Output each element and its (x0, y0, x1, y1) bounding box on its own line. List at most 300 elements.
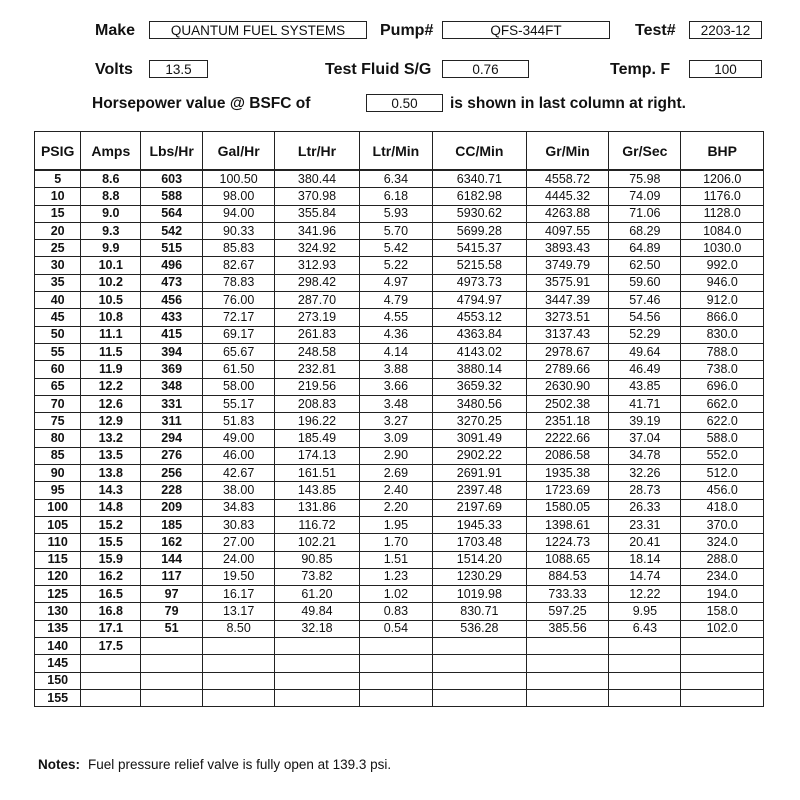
cell-ltr-min: 4.36 (359, 326, 432, 343)
cell-lbs-hr: 228 (141, 482, 203, 499)
table-row (35, 395, 764, 412)
column-header-gal-hr: Gal/Hr (203, 132, 275, 171)
cell-lbs-hr: 276 (141, 447, 203, 464)
cell-gal-hr: 90.33 (203, 222, 275, 239)
table-row (35, 534, 764, 551)
cell-cc-min: 4143.02 (432, 343, 526, 360)
cell-ltr-hr: 261.83 (275, 326, 360, 343)
table-row (35, 274, 764, 291)
cell-ltr-min: 4.79 (359, 292, 432, 309)
cell-amps: 14.3 (81, 482, 141, 499)
cell-cc-min: 3270.25 (432, 413, 526, 430)
cell-psig: 130 (35, 603, 81, 620)
cell-psig: 55 (35, 343, 81, 360)
cell-gr-sec: 34.78 (609, 447, 681, 464)
cell-gr-min (526, 689, 608, 706)
cell-gr-min: 3137.43 (526, 326, 608, 343)
cell-psig: 100 (35, 499, 81, 516)
cell-gr-sec: 23.31 (609, 516, 681, 533)
cell-psig: 45 (35, 309, 81, 326)
cell-psig: 40 (35, 292, 81, 309)
table-row (35, 257, 764, 274)
cell-ltr-min: 5.70 (359, 222, 432, 239)
cell-amps: 17.1 (81, 620, 141, 637)
cell-lbs-hr: 515 (141, 240, 203, 257)
cell-gr-sec (609, 655, 681, 672)
cell-cc-min: 3480.56 (432, 395, 526, 412)
table-row (35, 586, 764, 603)
cell-amps: 10.5 (81, 292, 141, 309)
cell-cc-min: 1514.20 (432, 551, 526, 568)
cell-gal-hr: 55.17 (203, 395, 275, 412)
cell-gr-min: 1935.38 (526, 465, 608, 482)
cell-psig: 95 (35, 482, 81, 499)
cell-bhp: 788.0 (681, 343, 764, 360)
cell-gal-hr: 8.50 (203, 620, 275, 637)
cell-amps: 11.9 (81, 361, 141, 378)
cell-bhp: 830.0 (681, 326, 764, 343)
cell-gr-min: 1580.05 (526, 499, 608, 516)
cell-ltr-min: 5.22 (359, 257, 432, 274)
table-row (35, 447, 764, 464)
cell-cc-min (432, 638, 526, 655)
table-row (35, 170, 764, 188)
cell-gr-sec: 59.60 (609, 274, 681, 291)
cell-lbs-hr: 117 (141, 568, 203, 585)
cell-bhp: 102.0 (681, 620, 764, 637)
cell-ltr-min: 3.27 (359, 413, 432, 430)
cell-cc-min: 2197.69 (432, 499, 526, 516)
test-label: Test# (635, 22, 676, 39)
cell-gr-sec (609, 672, 681, 689)
cell-gr-sec: 18.14 (609, 551, 681, 568)
cell-ltr-min: 6.34 (359, 170, 432, 188)
cell-amps: 12.9 (81, 413, 141, 430)
cell-cc-min: 4973.73 (432, 274, 526, 291)
cell-gr-min (526, 672, 608, 689)
cell-gr-min: 2086.58 (526, 447, 608, 464)
cell-amps: 8.8 (81, 188, 141, 205)
cell-lbs-hr (141, 689, 203, 706)
cell-psig: 145 (35, 655, 81, 672)
cell-gr-sec: 62.50 (609, 257, 681, 274)
cell-gr-sec: 57.46 (609, 292, 681, 309)
cell-ltr-hr: 143.85 (275, 482, 360, 499)
cell-amps: 12.2 (81, 378, 141, 395)
pump-field[interactable]: QFS-344FT (442, 21, 610, 39)
cell-ltr-min: 3.09 (359, 430, 432, 447)
cell-ltr-min: 1.70 (359, 534, 432, 551)
cell-lbs-hr (141, 672, 203, 689)
cell-ltr-min: 2.20 (359, 499, 432, 516)
cell-amps: 15.5 (81, 534, 141, 551)
horsepower-label: Horsepower value @ BSFC of (92, 95, 311, 112)
cell-psig: 155 (35, 689, 81, 706)
cell-ltr-hr: 232.81 (275, 361, 360, 378)
cell-bhp: 738.0 (681, 361, 764, 378)
notes-label: Notes: (38, 757, 81, 772)
table-row (35, 516, 764, 533)
cell-gr-sec: 74.09 (609, 188, 681, 205)
table-row (35, 672, 764, 689)
cell-gr-min: 4445.32 (526, 188, 608, 205)
cell-ltr-hr: 324.92 (275, 240, 360, 257)
table-row (35, 689, 764, 706)
cell-bhp: 1084.0 (681, 222, 764, 239)
cell-ltr-min: 6.18 (359, 188, 432, 205)
cell-amps (81, 672, 141, 689)
cell-cc-min: 2902.22 (432, 447, 526, 464)
column-header-ltr-hr: Ltr/Hr (275, 132, 360, 171)
cell-gal-hr: 51.83 (203, 413, 275, 430)
cell-gr-min (526, 655, 608, 672)
table-row (35, 343, 764, 360)
table-row (35, 309, 764, 326)
cell-cc-min: 6340.71 (432, 170, 526, 188)
cell-ltr-hr: 355.84 (275, 205, 360, 222)
cell-ltr-min (359, 638, 432, 655)
cell-ltr-hr: 49.84 (275, 603, 360, 620)
cell-lbs-hr: 209 (141, 499, 203, 516)
cell-ltr-hr: 61.20 (275, 586, 360, 603)
table-row (35, 603, 764, 620)
cell-amps (81, 655, 141, 672)
cell-lbs-hr: 415 (141, 326, 203, 343)
cell-gr-min: 2502.38 (526, 395, 608, 412)
cell-ltr-hr: 73.82 (275, 568, 360, 585)
cell-gal-hr: 30.83 (203, 516, 275, 533)
volts-field[interactable]: 13.5 (149, 60, 208, 78)
cell-gr-min: 884.53 (526, 568, 608, 585)
cell-ltr-hr: 298.42 (275, 274, 360, 291)
cell-gal-hr: 78.83 (203, 274, 275, 291)
cell-gr-min: 4097.55 (526, 222, 608, 239)
cell-psig: 110 (35, 534, 81, 551)
cell-gr-min: 1723.69 (526, 482, 608, 499)
cell-amps: 11.5 (81, 343, 141, 360)
cell-psig: 105 (35, 516, 81, 533)
cell-ltr-hr (275, 655, 360, 672)
cell-ltr-hr: 90.85 (275, 551, 360, 568)
cell-ltr-hr (275, 638, 360, 655)
cell-ltr-min (359, 672, 432, 689)
cell-gr-sec: 46.49 (609, 361, 681, 378)
cell-gr-sec: 14.74 (609, 568, 681, 585)
column-header-ltr-min: Ltr/Min (359, 132, 432, 171)
cell-gal-hr: 34.83 (203, 499, 275, 516)
cell-psig: 35 (35, 274, 81, 291)
cell-gal-hr: 24.00 (203, 551, 275, 568)
make-field[interactable]: QUANTUM FUEL SYSTEMS (149, 21, 367, 39)
cell-ltr-min: 3.48 (359, 395, 432, 412)
cell-psig: 65 (35, 378, 81, 395)
cell-gr-sec: 52.29 (609, 326, 681, 343)
cell-amps: 13.5 (81, 447, 141, 464)
cell-lbs-hr: 311 (141, 413, 203, 430)
cell-gr-sec: 54.56 (609, 309, 681, 326)
cell-gal-hr: 46.00 (203, 447, 275, 464)
cell-gal-hr: 98.00 (203, 188, 275, 205)
cell-gal-hr: 58.00 (203, 378, 275, 395)
cell-psig: 70 (35, 395, 81, 412)
cell-cc-min: 1019.98 (432, 586, 526, 603)
cell-psig: 20 (35, 222, 81, 239)
cell-bhp: 194.0 (681, 586, 764, 603)
cell-gal-hr: 100.50 (203, 170, 275, 188)
cell-lbs-hr: 473 (141, 274, 203, 291)
table-row (35, 430, 764, 447)
cell-bhp: 662.0 (681, 395, 764, 412)
cell-gr-sec: 6.43 (609, 620, 681, 637)
cell-gr-sec: 75.98 (609, 170, 681, 188)
pump-label: Pump# (380, 22, 434, 39)
cell-psig: 50 (35, 326, 81, 343)
cell-ltr-min: 3.88 (359, 361, 432, 378)
horsepower-suffix: is shown in last column at right. (450, 95, 686, 112)
cell-gr-min: 1398.61 (526, 516, 608, 533)
cell-cc-min: 5930.62 (432, 205, 526, 222)
cell-cc-min (432, 689, 526, 706)
cell-bhp: 588.0 (681, 430, 764, 447)
cell-ltr-min: 1.95 (359, 516, 432, 533)
cell-psig: 125 (35, 586, 81, 603)
cell-gr-sec: 49.64 (609, 343, 681, 360)
test-field[interactable]: 2203-12 (689, 21, 762, 39)
table-row (35, 568, 764, 585)
cell-gal-hr: 38.00 (203, 482, 275, 499)
cell-cc-min: 5699.28 (432, 222, 526, 239)
cell-ltr-min: 2.90 (359, 447, 432, 464)
table-row (35, 240, 764, 257)
table-row (35, 222, 764, 239)
cell-gr-sec: 64.89 (609, 240, 681, 257)
cell-ltr-min: 2.69 (359, 465, 432, 482)
column-header-gr-min: Gr/Min (526, 132, 608, 171)
cell-bhp: 370.0 (681, 516, 764, 533)
cell-ltr-min: 4.14 (359, 343, 432, 360)
cell-ltr-min: 1.02 (359, 586, 432, 603)
cell-cc-min: 6182.98 (432, 188, 526, 205)
cell-psig: 10 (35, 188, 81, 205)
cell-cc-min (432, 655, 526, 672)
cell-ltr-min: 1.23 (359, 568, 432, 585)
cell-amps: 10.8 (81, 309, 141, 326)
cell-ltr-min: 4.55 (359, 309, 432, 326)
cell-ltr-min: 4.97 (359, 274, 432, 291)
cell-gr-sec: 43.85 (609, 378, 681, 395)
table-row (35, 188, 764, 205)
cell-lbs-hr: 588 (141, 188, 203, 205)
cell-amps: 12.6 (81, 395, 141, 412)
table-row (35, 413, 764, 430)
cell-cc-min: 2691.91 (432, 465, 526, 482)
cell-gr-sec: 68.29 (609, 222, 681, 239)
cell-psig: 90 (35, 465, 81, 482)
cell-lbs-hr: 294 (141, 430, 203, 447)
table-row (35, 551, 764, 568)
cell-cc-min: 830.71 (432, 603, 526, 620)
cell-psig: 80 (35, 430, 81, 447)
cell-bhp (681, 672, 764, 689)
cell-gr-min: 4558.72 (526, 170, 608, 188)
cell-ltr-hr: 341.96 (275, 222, 360, 239)
cell-ltr-hr: 219.56 (275, 378, 360, 395)
cell-lbs-hr: 603 (141, 170, 203, 188)
cell-bhp: 912.0 (681, 292, 764, 309)
column-header-bhp: BHP (681, 132, 764, 171)
cell-gal-hr (203, 638, 275, 655)
cell-gr-min: 733.33 (526, 586, 608, 603)
cell-psig: 60 (35, 361, 81, 378)
cell-lbs-hr: 144 (141, 551, 203, 568)
cell-gal-hr: 69.17 (203, 326, 275, 343)
notes (38, 757, 391, 772)
test-fluid-field[interactable]: 0.76 (442, 60, 529, 78)
cell-ltr-hr: 287.70 (275, 292, 360, 309)
column-header-lbs-hr: Lbs/Hr (141, 132, 203, 171)
cell-ltr-hr (275, 689, 360, 706)
cell-gal-hr: 49.00 (203, 430, 275, 447)
temp-field[interactable]: 100 (689, 60, 762, 78)
cell-cc-min: 4794.97 (432, 292, 526, 309)
cell-gal-hr (203, 672, 275, 689)
cell-ltr-min: 3.66 (359, 378, 432, 395)
cell-ltr-hr: 248.58 (275, 343, 360, 360)
table-header-row (35, 132, 764, 171)
table-row (35, 378, 764, 395)
cell-gal-hr: 27.00 (203, 534, 275, 551)
cell-gal-hr: 76.00 (203, 292, 275, 309)
cell-cc-min: 1230.29 (432, 568, 526, 585)
cell-lbs-hr: 564 (141, 205, 203, 222)
bsfc-field[interactable]: 0.50 (366, 94, 443, 112)
table-row (35, 205, 764, 222)
cell-gr-sec: 41.71 (609, 395, 681, 412)
cell-psig: 30 (35, 257, 81, 274)
cell-gr-min: 1224.73 (526, 534, 608, 551)
cell-lbs-hr: 51 (141, 620, 203, 637)
cell-gal-hr: 65.67 (203, 343, 275, 360)
table-row (35, 465, 764, 482)
cell-gr-min: 385.56 (526, 620, 608, 637)
cell-amps: 16.8 (81, 603, 141, 620)
cell-bhp: 1206.0 (681, 170, 764, 188)
cell-ltr-hr: 208.83 (275, 395, 360, 412)
cell-gal-hr (203, 655, 275, 672)
cell-cc-min: 1945.33 (432, 516, 526, 533)
volts-label: Volts (95, 61, 133, 78)
cell-lbs-hr: 542 (141, 222, 203, 239)
cell-bhp: 158.0 (681, 603, 764, 620)
cell-gal-hr (203, 689, 275, 706)
cell-lbs-hr: 394 (141, 343, 203, 360)
cell-bhp: 992.0 (681, 257, 764, 274)
cell-cc-min: 5415.37 (432, 240, 526, 257)
cell-lbs-hr: 185 (141, 516, 203, 533)
cell-gr-min: 2222.66 (526, 430, 608, 447)
cell-bhp (681, 689, 764, 706)
cell-cc-min (432, 672, 526, 689)
cell-gr-sec (609, 689, 681, 706)
cell-amps: 13.8 (81, 465, 141, 482)
cell-gal-hr: 16.17 (203, 586, 275, 603)
cell-bhp: 946.0 (681, 274, 764, 291)
table-row (35, 499, 764, 516)
cell-gr-sec: 37.04 (609, 430, 681, 447)
cell-bhp: 866.0 (681, 309, 764, 326)
cell-gal-hr: 13.17 (203, 603, 275, 620)
cell-cc-min: 5215.58 (432, 257, 526, 274)
cell-lbs-hr (141, 655, 203, 672)
cell-gr-min (526, 638, 608, 655)
table-row (35, 292, 764, 309)
cell-amps: 15.2 (81, 516, 141, 533)
cell-ltr-hr: 116.72 (275, 516, 360, 533)
cell-bhp: 1030.0 (681, 240, 764, 257)
cell-amps (81, 689, 141, 706)
cell-lbs-hr: 162 (141, 534, 203, 551)
cell-ltr-hr: 131.86 (275, 499, 360, 516)
cell-bhp: 288.0 (681, 551, 764, 568)
cell-gr-min: 2351.18 (526, 413, 608, 430)
cell-ltr-hr: 174.13 (275, 447, 360, 464)
cell-ltr-hr: 185.49 (275, 430, 360, 447)
cell-lbs-hr: 369 (141, 361, 203, 378)
cell-lbs-hr: 256 (141, 465, 203, 482)
cell-ltr-hr: 161.51 (275, 465, 360, 482)
cell-lbs-hr: 97 (141, 586, 203, 603)
cell-amps: 15.9 (81, 551, 141, 568)
cell-ltr-min (359, 655, 432, 672)
cell-gr-sec (609, 638, 681, 655)
cell-cc-min: 2397.48 (432, 482, 526, 499)
cell-gr-sec: 12.22 (609, 586, 681, 603)
cell-cc-min: 3659.32 (432, 378, 526, 395)
table-row (35, 638, 764, 655)
cell-ltr-min: 2.40 (359, 482, 432, 499)
cell-bhp (681, 638, 764, 655)
table-body (35, 170, 764, 707)
table-row (35, 326, 764, 343)
cell-gr-sec: 32.26 (609, 465, 681, 482)
cell-bhp: 622.0 (681, 413, 764, 430)
cell-lbs-hr: 456 (141, 292, 203, 309)
cell-bhp: 552.0 (681, 447, 764, 464)
cell-gr-sec: 9.95 (609, 603, 681, 620)
cell-cc-min: 4363.84 (432, 326, 526, 343)
cell-gal-hr: 72.17 (203, 309, 275, 326)
cell-cc-min: 1703.48 (432, 534, 526, 551)
cell-bhp: 1128.0 (681, 205, 764, 222)
cell-gr-min: 3447.39 (526, 292, 608, 309)
cell-psig: 15 (35, 205, 81, 222)
cell-gr-min: 3749.79 (526, 257, 608, 274)
cell-gr-min: 2630.90 (526, 378, 608, 395)
cell-amps: 10.1 (81, 257, 141, 274)
cell-amps: 11.1 (81, 326, 141, 343)
cell-psig: 85 (35, 447, 81, 464)
cell-gal-hr: 82.67 (203, 257, 275, 274)
column-header-gr-sec: Gr/Sec (609, 132, 681, 171)
cell-bhp: 324.0 (681, 534, 764, 551)
cell-ltr-hr: 273.19 (275, 309, 360, 326)
cell-ltr-hr (275, 672, 360, 689)
cell-lbs-hr (141, 638, 203, 655)
cell-amps: 13.2 (81, 430, 141, 447)
cell-gr-min: 4263.88 (526, 205, 608, 222)
cell-gr-sec: 71.06 (609, 205, 681, 222)
cell-ltr-min: 0.54 (359, 620, 432, 637)
